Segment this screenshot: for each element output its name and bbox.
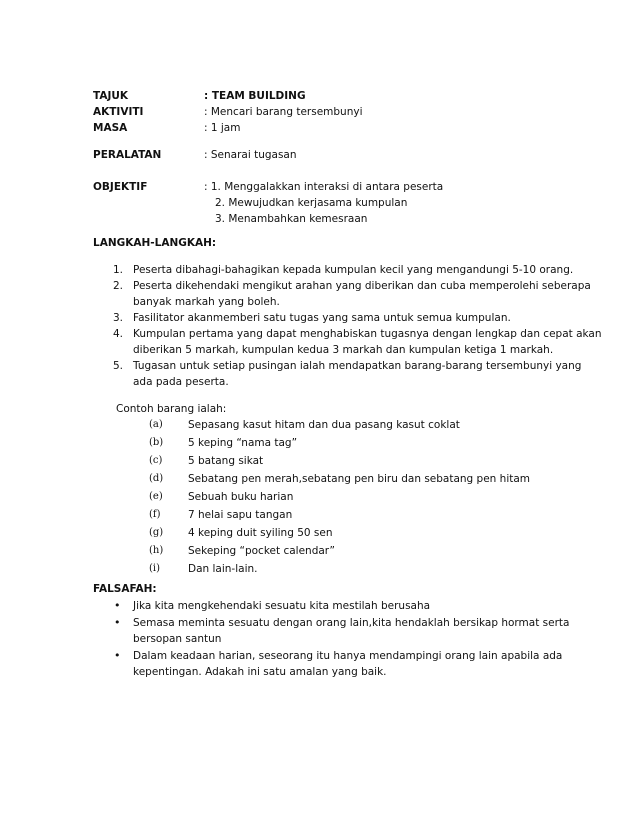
step-number: 3. bbox=[113, 312, 124, 324]
falsafah-text: Jika kita mengkehendaki sesuatu kita mestilah berusaha bbox=[133, 600, 431, 612]
example-text: Dan lain-lain. bbox=[188, 563, 258, 575]
langkah-heading: LANGKAH-LANGKAH: bbox=[93, 237, 217, 249]
step-text: ada pada peserta. bbox=[133, 376, 229, 388]
example-text: Sebatang pen merah,sebatang pen biru dan sebatang pen hitam bbox=[188, 473, 531, 485]
meta-masa-value: : 1 jam bbox=[204, 122, 241, 134]
step-text: diberikan 5 markah, kumpulan kedua 3 markah dan kumpulan ketiga 1 markah. bbox=[133, 344, 554, 356]
bullet-icon: • bbox=[114, 616, 121, 629]
bullet-icon: • bbox=[114, 649, 121, 662]
falsafah-text: kepentingan. Adakah ini satu amalan yang baik. bbox=[133, 666, 387, 678]
example-letter: (e) bbox=[149, 491, 163, 502]
meta-peralatan-value: : Senarai tugasan bbox=[204, 149, 297, 161]
example-letter: (h) bbox=[149, 545, 164, 556]
example-text: 5 keping “nama tag” bbox=[188, 437, 298, 449]
meta-masa-label: MASA bbox=[93, 122, 128, 134]
meta-objektif-line: : 1. Menggalakkan interaksi di antara peserta bbox=[204, 181, 444, 193]
step-text: Peserta dibahagi-bahagikan kepada kumpulan kecil yang mengandungi 5-10 orang. bbox=[133, 264, 574, 276]
step-number: 4. bbox=[113, 328, 124, 340]
falsafah-text: Dalam keadaan harian, seseorang itu hanya mendampingi orang lain apabila ada bbox=[133, 650, 563, 662]
step-text: Tugasan untuk setiap pusingan ialah mendapatkan barang-barang tersembunyi yang bbox=[133, 360, 582, 372]
step-number: 1. bbox=[113, 264, 124, 276]
example-letter: (a) bbox=[149, 419, 163, 430]
step-text: Kumpulan pertama yang dapat menghabiskan tugasnya dengan lengkap dan cepat akan bbox=[133, 328, 602, 340]
falsafah-text: Semasa meminta sesuatu dengan orang lain,kita hendaklah bersikap hormat serta bbox=[133, 617, 570, 629]
meta-peralatan-label: PERALATAN bbox=[93, 149, 162, 161]
meta-tajuk-label: TAJUK bbox=[93, 90, 129, 102]
meta-objektif-line: 2. Mewujudkan kerjasama kumpulan bbox=[215, 197, 408, 209]
example-letter: (d) bbox=[149, 473, 164, 484]
example-letter: (b) bbox=[149, 437, 164, 448]
meta-tajuk-value: : TEAM BUILDING bbox=[204, 90, 306, 102]
example-text: Sepasang kasut hitam dan dua pasang kasut coklat bbox=[188, 419, 460, 431]
falsafah-text: bersopan santun bbox=[133, 633, 222, 645]
example-text: 4 keping duit syiling 50 sen bbox=[188, 527, 333, 539]
meta-aktiviti-value: : Mencari barang tersembunyi bbox=[204, 106, 363, 118]
meta-aktiviti-label: AKTIVITI bbox=[93, 106, 144, 118]
step-text: Peserta dikehendaki mengikut arahan yang diberikan dan cuba memperolehi seberapa bbox=[133, 280, 591, 292]
example-letter: (i) bbox=[149, 563, 161, 574]
meta-objektif-line: 3. Menambahkan kemesraan bbox=[215, 213, 368, 225]
step-text: Fasilitator akanmemberi satu tugas yang sama untuk semua kumpulan. bbox=[133, 312, 511, 324]
meta-objektif-label: OBJEKTIF bbox=[93, 181, 148, 193]
falsafah-heading: FALSAFAH: bbox=[93, 583, 157, 595]
example-letter: (f) bbox=[149, 509, 161, 520]
example-text: Sekeping “pocket calendar” bbox=[188, 545, 335, 557]
example-text: Sebuah buku harian bbox=[188, 491, 294, 503]
step-number: 2. bbox=[113, 280, 124, 292]
example-text: 7 helai sapu tangan bbox=[188, 509, 293, 521]
step-number: 5. bbox=[113, 360, 124, 372]
bullet-icon: • bbox=[114, 599, 121, 612]
example-text: 5 batang sikat bbox=[188, 455, 264, 467]
step-text: banyak markah yang boleh. bbox=[133, 296, 280, 308]
example-letter: (g) bbox=[149, 527, 164, 538]
example-letter: (c) bbox=[149, 455, 163, 466]
contoh-intro: Contoh barang ialah: bbox=[116, 403, 227, 415]
